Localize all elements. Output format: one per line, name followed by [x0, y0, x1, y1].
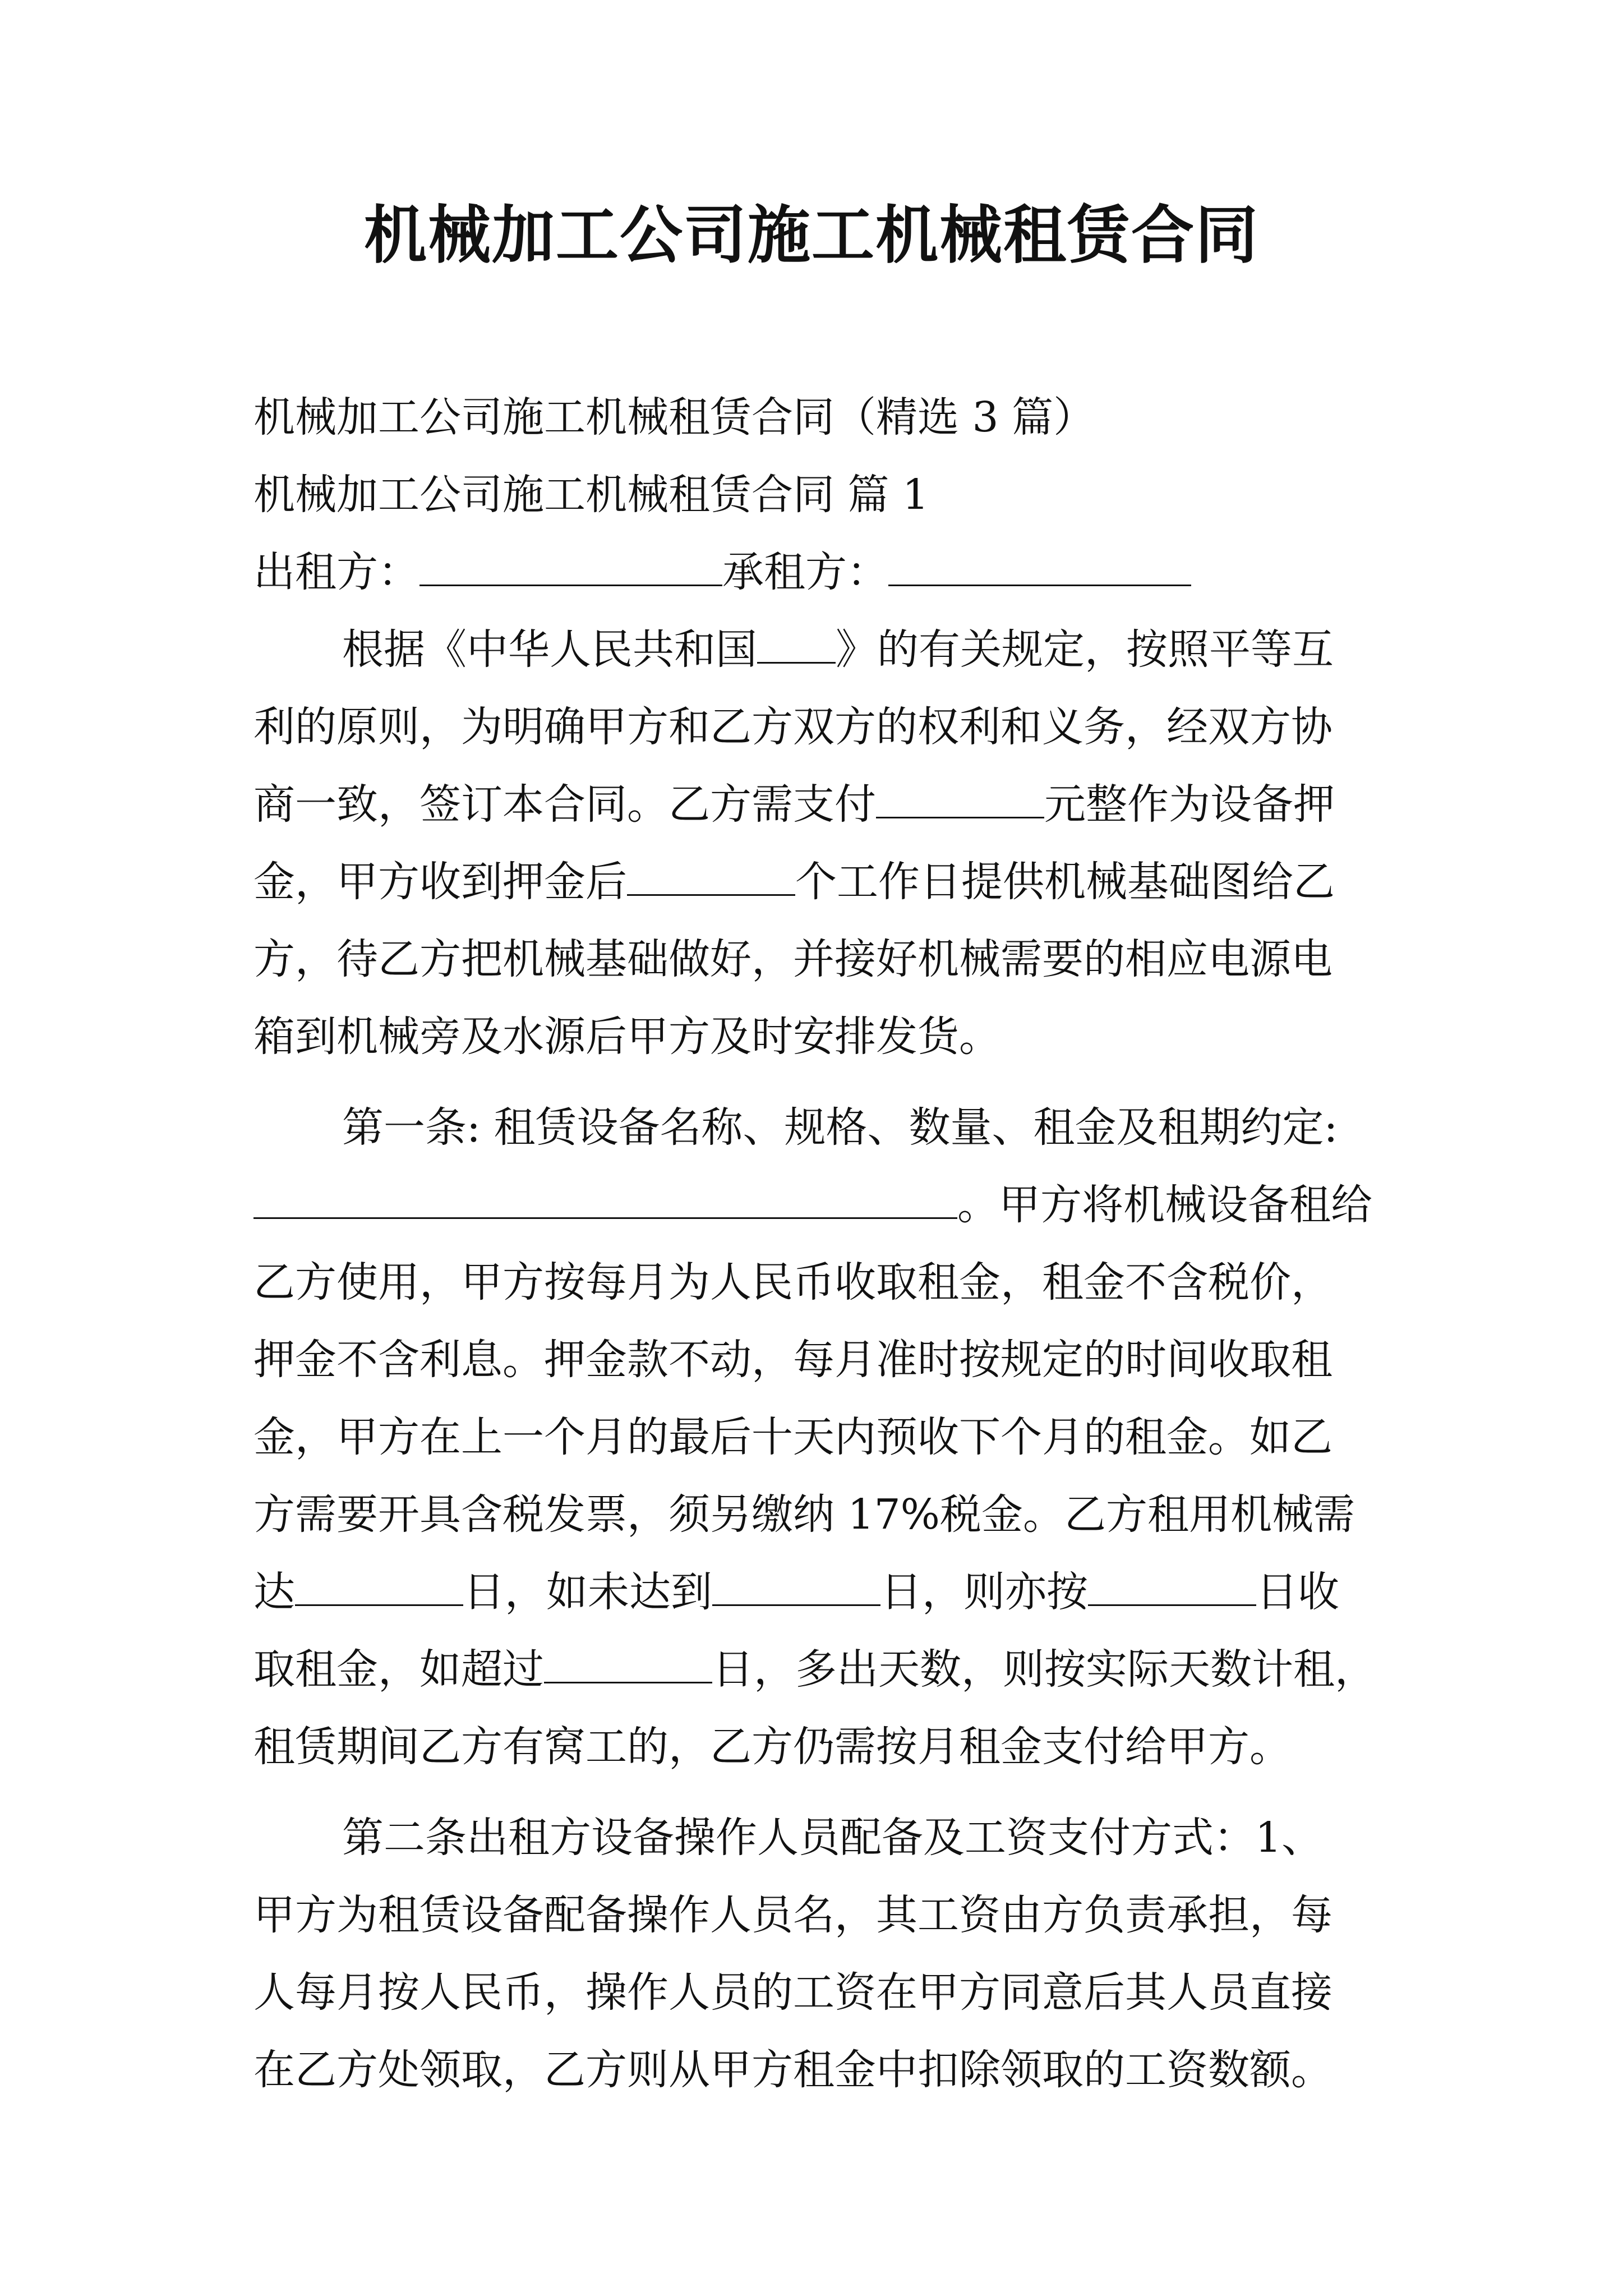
- min-days-blank: [295, 1565, 463, 1606]
- charge-days-blank: [1088, 1565, 1256, 1606]
- part-heading: [253, 456, 1404, 533]
- equipment-details-blank: [253, 1178, 957, 1219]
- article-1-text-7a: 达: [253, 1568, 295, 1616]
- preamble-text-4b: 个工作日提供机械基础图给乙: [795, 858, 1335, 906]
- unmet-days-blank: [712, 1565, 880, 1606]
- article-2-paragraph: [253, 1799, 1404, 2109]
- article-1-line-4: 押金不含利息。押金款不动，每月准时按规定的时间收取租: [253, 1336, 1332, 1384]
- lessor-label: 出租方：: [253, 548, 419, 596]
- preamble-text-1a: 根据《中华人民共和国: [342, 625, 757, 674]
- article-1-text-8b: 日，多出天数，则按实际天数计租，: [712, 1645, 1376, 1694]
- document-body: [253, 379, 1404, 2109]
- subtitle-text: 机械加工公司施工机械租赁合同（精选 3 篇）: [253, 393, 1095, 441]
- law-name-blank: [757, 623, 836, 664]
- preamble-line-2: 利的原则，为明确甲方和乙方双方的权利和义务，经双方协: [253, 703, 1332, 751]
- article-1-paragraph: [253, 1089, 1404, 1786]
- article-1-text-8a: 取租金，如超过: [253, 1645, 544, 1694]
- article-1-line-9: 租赁期间乙方有窝工的，乙方仍需按月租金支付给甲方。: [253, 1723, 1291, 1771]
- preamble-text-4a: 金，甲方收到押金后: [253, 858, 627, 906]
- article-1-line-8: [253, 1631, 1404, 1708]
- article-1-line-6: 方需要开具含税发票，须另缴纳 17%税金。乙方租用机械需: [253, 1490, 1355, 1539]
- exceed-days-blank: [544, 1642, 712, 1683]
- preamble-text-1b: 》的有关规定，按照平等互: [836, 625, 1334, 674]
- article-1-text-2b: 。甲方将机械设备租给: [957, 1181, 1372, 1229]
- document-title: 机械加工公司施工机械租赁合同: [364, 199, 1259, 272]
- preamble-line-1: [253, 611, 1404, 688]
- lessor-blank: [419, 545, 722, 586]
- article-1-line-7: [253, 1553, 1404, 1631]
- article-2-line-2: 甲方为租赁设备配备操作人员名，其工资由方负责承担，每: [253, 1891, 1332, 1939]
- preamble-text-3b: 元整作为设备押: [1044, 780, 1335, 829]
- preamble-line-4: [253, 843, 1404, 921]
- article-1-line-1: 第一条: 租赁设备名称、规格、数量、租金及租期约定:: [342, 1103, 1338, 1152]
- subtitle: [253, 379, 1404, 456]
- preamble-line-6: 箱到机械旁及水源后甲方及时安排发货。: [253, 1013, 1000, 1061]
- preamble-paragraph: [253, 611, 1404, 1075]
- article-1-text-7c: 日，则亦按: [880, 1568, 1088, 1616]
- article-1-line-2: [253, 1166, 1404, 1244]
- article-2-line-1: 第二条出租方设备操作人员配备及工资支付方式：1、: [342, 1814, 1324, 1862]
- article-1-text-7b: 日，如未达到: [463, 1568, 712, 1616]
- article-2-line-4: 在乙方处领取，乙方则从甲方租金中扣除领取的工资数额。: [253, 2046, 1332, 2094]
- article-1-text-7d: 日收: [1256, 1568, 1339, 1616]
- deposit-amount-blank: [876, 777, 1044, 818]
- article-2-line-3: 人每月按人民币，操作人员的工资在甲方同意后其人员直接: [253, 1968, 1332, 2017]
- parties-line-row: [253, 533, 1404, 611]
- preamble-line-5: 方，待乙方把机械基础做好，并接好机械需要的相应电源电: [253, 935, 1332, 983]
- workdays-blank: [627, 855, 795, 896]
- preamble-text-3a: 商一致，签订本合同。乙方需支付: [253, 780, 876, 829]
- article-1-line-5: 金，甲方在上一个月的最后十天内预收下个月的租金。如乙: [253, 1413, 1332, 1461]
- part-heading-text: 机械加工公司施工机械租赁合同 篇 1: [253, 471, 929, 519]
- parties-line: [253, 533, 1404, 611]
- lessee-blank: [888, 545, 1191, 586]
- lessee-label: 承租方：: [722, 548, 888, 596]
- article-1-line-3: 乙方使用，甲方按每月为人民币收取租金，租金不含税价，: [253, 1258, 1332, 1306]
- preamble-line-3: [253, 766, 1404, 843]
